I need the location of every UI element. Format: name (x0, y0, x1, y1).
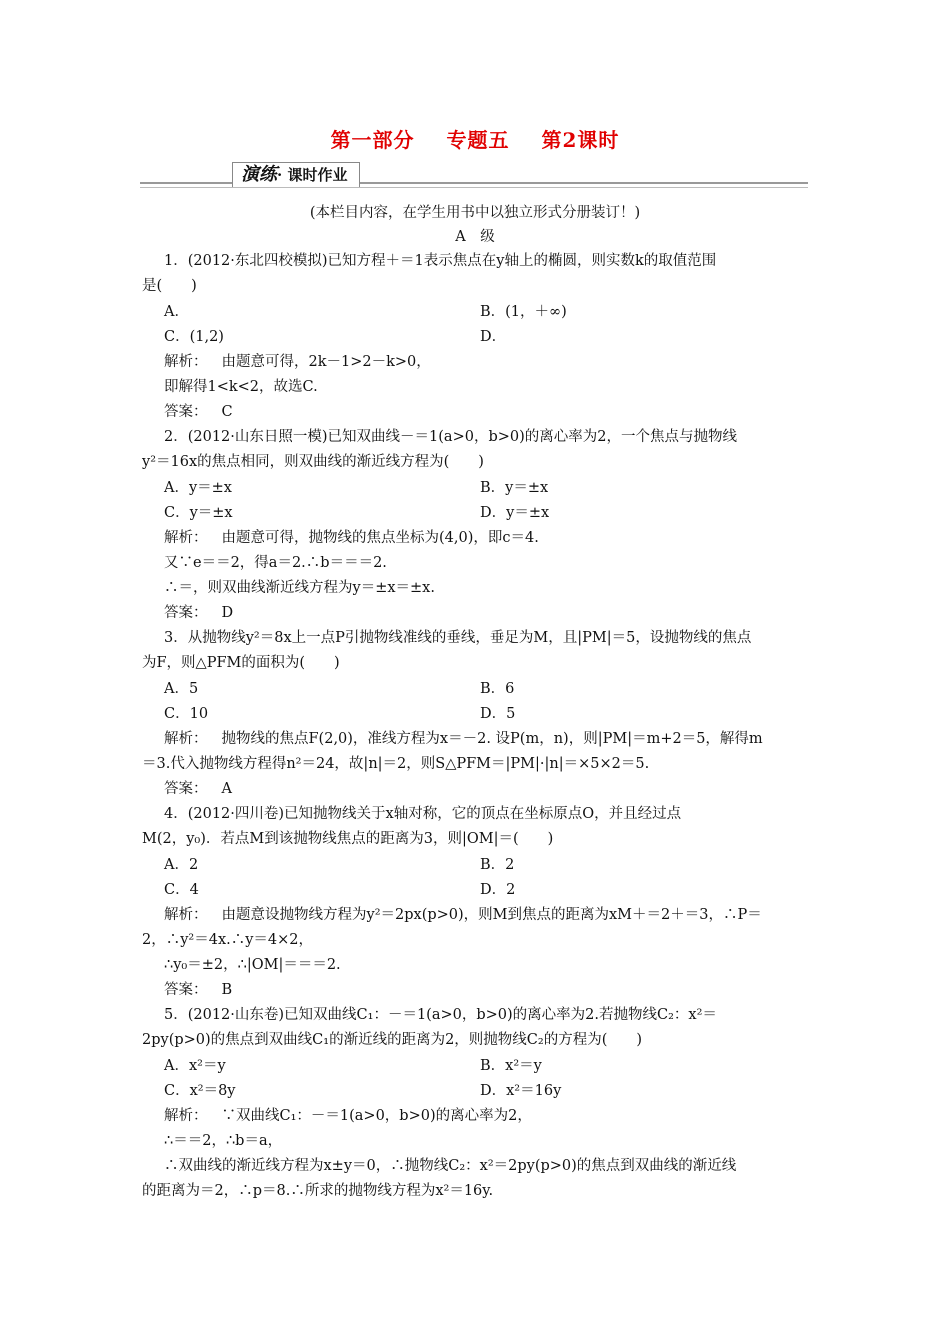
binding-note: (本栏目内容，在学生用书中以独立形式分册装订！) (309, 205, 641, 221)
q1-option-a: A． (164, 304, 189, 320)
q4-solution-line3: ∴y₀＝±2，∴|OM|＝＝＝2. (164, 957, 341, 973)
q4-answer (164, 978, 232, 999)
q4-option-b: B．2 (480, 857, 515, 873)
q5-solution-label: 解析： (164, 1108, 208, 1124)
q2-option-c: C．y＝±x (164, 505, 233, 521)
title-topic: 专题五 (446, 128, 510, 152)
q4-solution-text1: 由题意设抛物线方程为y²＝2px(p>0)，则M到焦点的距离为xM＋＝2＋＝3，∴P＝ (221, 907, 762, 923)
page-title (0, 124, 950, 153)
q1-option-d: D． (480, 329, 507, 345)
q4-option-c: C．4 (164, 882, 199, 898)
q5-option-b: B．x²＝y (480, 1058, 542, 1074)
q1-answer (164, 400, 233, 421)
q3-stem-line2: 为F，则△PFM的面积为( ) (142, 655, 340, 671)
q1-option-b: B．(1，＋∞) (480, 304, 567, 320)
banner-tab (232, 162, 360, 187)
q1-solution-text1: 由题意可得，2k－1>2－k>0， (221, 354, 431, 370)
q5-option-c: C．x²＝8y (164, 1083, 236, 1099)
q2-stem-line1: 2．(2012·山东日照一模)已知双曲线－＝1(a>0，b>0)的离心率为2，一个焦点与抛物线 (164, 429, 737, 445)
q3-solution-text1: 抛物线的焦点F(2,0)，准线方程为x＝－2. 设P(m，n)，则|PM|＝m+2＝5，解得m (221, 731, 763, 747)
q1-answer-label: 答案： (164, 404, 208, 420)
q3-option-c: C．10 (164, 706, 209, 722)
q3-solution-line2: ＝3.代入抛物线方程得n²＝24，故|n|＝2，则S△PFM＝|PM|·|n|＝×5×2＝5. (142, 756, 650, 772)
q2-answer-label: 答案： (164, 605, 208, 621)
q4-stem-line2: M(2，y₀)．若点M到该抛物线焦点的距离为3，则|OM|＝( ) (142, 831, 554, 847)
q3-solution-label: 解析： (164, 731, 208, 747)
q1-stem-line2: 是( ) (142, 278, 197, 294)
q5-option-a: A．x²＝y (164, 1058, 226, 1074)
q5-solution-line1 (164, 1104, 532, 1125)
q4-solution-line2: 2，∴y²＝4x.∴y＝4×2， (142, 932, 314, 948)
q1-solution-line1 (164, 350, 431, 371)
banner-rule-thin (140, 187, 808, 188)
q5-solution-line3: ∴双曲线的渐近线方程为x±y＝0，∴抛物线C₂：x²＝2py(p>0)的焦点到双曲线的渐近线 (164, 1158, 737, 1174)
q5-stem-line2: 2py(p>0)的焦点到双曲线C₁的渐近线的距离为2，则抛物线C₂的方程为( ) (142, 1032, 643, 1048)
level-heading: A 级 (455, 229, 495, 245)
q1-answer-value: C (221, 404, 233, 420)
q2-option-b: B．y＝±x (480, 480, 549, 496)
q4-option-a: A．2 (164, 857, 199, 873)
q3-answer-value: A (221, 781, 232, 797)
q2-solution-line3: ∴＝，则双曲线渐近线方程为y＝±x＝±x. (164, 580, 435, 596)
q4-answer-label: 答案： (164, 982, 208, 998)
q5-solution-line2: ∴＝＝2，∴b＝a， (164, 1133, 283, 1149)
q5-solution-text1: ∵双曲线C₁：－＝1(a>0，b>0)的离心率为2， (221, 1108, 532, 1124)
q2-solution-line2: 又∵e＝＝2，得a＝2.∴b＝＝＝2. (164, 555, 387, 571)
q1-option-c: C．(1,2) (164, 329, 224, 345)
q2-answer (164, 601, 233, 622)
q2-solution-label: 解析： (164, 530, 208, 546)
q5-solution-line4: 的距离为＝2，∴p＝8.∴所求的抛物线方程为x²＝16y. (142, 1183, 494, 1199)
q3-answer (164, 777, 232, 798)
q5-option-d: D．x²＝16y (480, 1083, 562, 1099)
q3-stem-line1: 3．从抛物线y²＝8x上一点P引抛物线准线的垂线，垂足为M，且|PM|＝5，设抛物线的焦点 (164, 630, 752, 646)
q3-answer-label: 答案： (164, 781, 208, 797)
q1-solution-line2: 即解得1<k<2，故选C. (164, 379, 318, 395)
q2-option-a: A．y＝±x (164, 480, 232, 496)
q4-option-d: D．2 (480, 882, 516, 898)
q3-solution-line1 (164, 727, 763, 748)
section-banner (140, 162, 808, 192)
title-lesson: 第2课时 (541, 128, 620, 152)
q3-option-b: B．6 (480, 681, 515, 697)
q4-answer-value: B (221, 982, 233, 998)
q2-solution-line1 (164, 526, 539, 547)
q1-stem-line1: 1．(2012·东北四校模拟)已知方程＋＝1表示焦点在y轴上的椭圆，则实数k的取值范围 (164, 253, 717, 269)
q2-stem-line2: y²＝16x的焦点相同，则双曲线的渐近线方程为( ) (142, 454, 484, 470)
q2-solution-text1: 由题意可得，抛物线的焦点坐标为(4,0)，即c＝4. (221, 530, 539, 546)
q3-option-d: D．5 (480, 706, 516, 722)
banner-script: 演练 (241, 164, 277, 185)
q5-stem-line1: 5．(2012·山东卷)已知双曲线C₁：－＝1(a>0，b>0)的离心率为2.若抛物线C₂：x²＝ (164, 1007, 717, 1023)
q4-solution-label: 解析： (164, 907, 208, 923)
banner-text: · 课时作业 (277, 166, 348, 184)
q1-solution-label: 解析： (164, 354, 208, 370)
q2-answer-value: D (221, 605, 234, 621)
q2-option-d: D．y＝±x (480, 505, 550, 521)
q3-option-a: A．5 (164, 681, 199, 697)
q4-stem-line1: 4．(2012·四川卷)已知抛物线关于x轴对称，它的顶点在坐标原点O，并且经过点 (164, 806, 682, 822)
title-part: 第一部分 (330, 128, 415, 152)
q4-solution-line1 (164, 903, 762, 924)
